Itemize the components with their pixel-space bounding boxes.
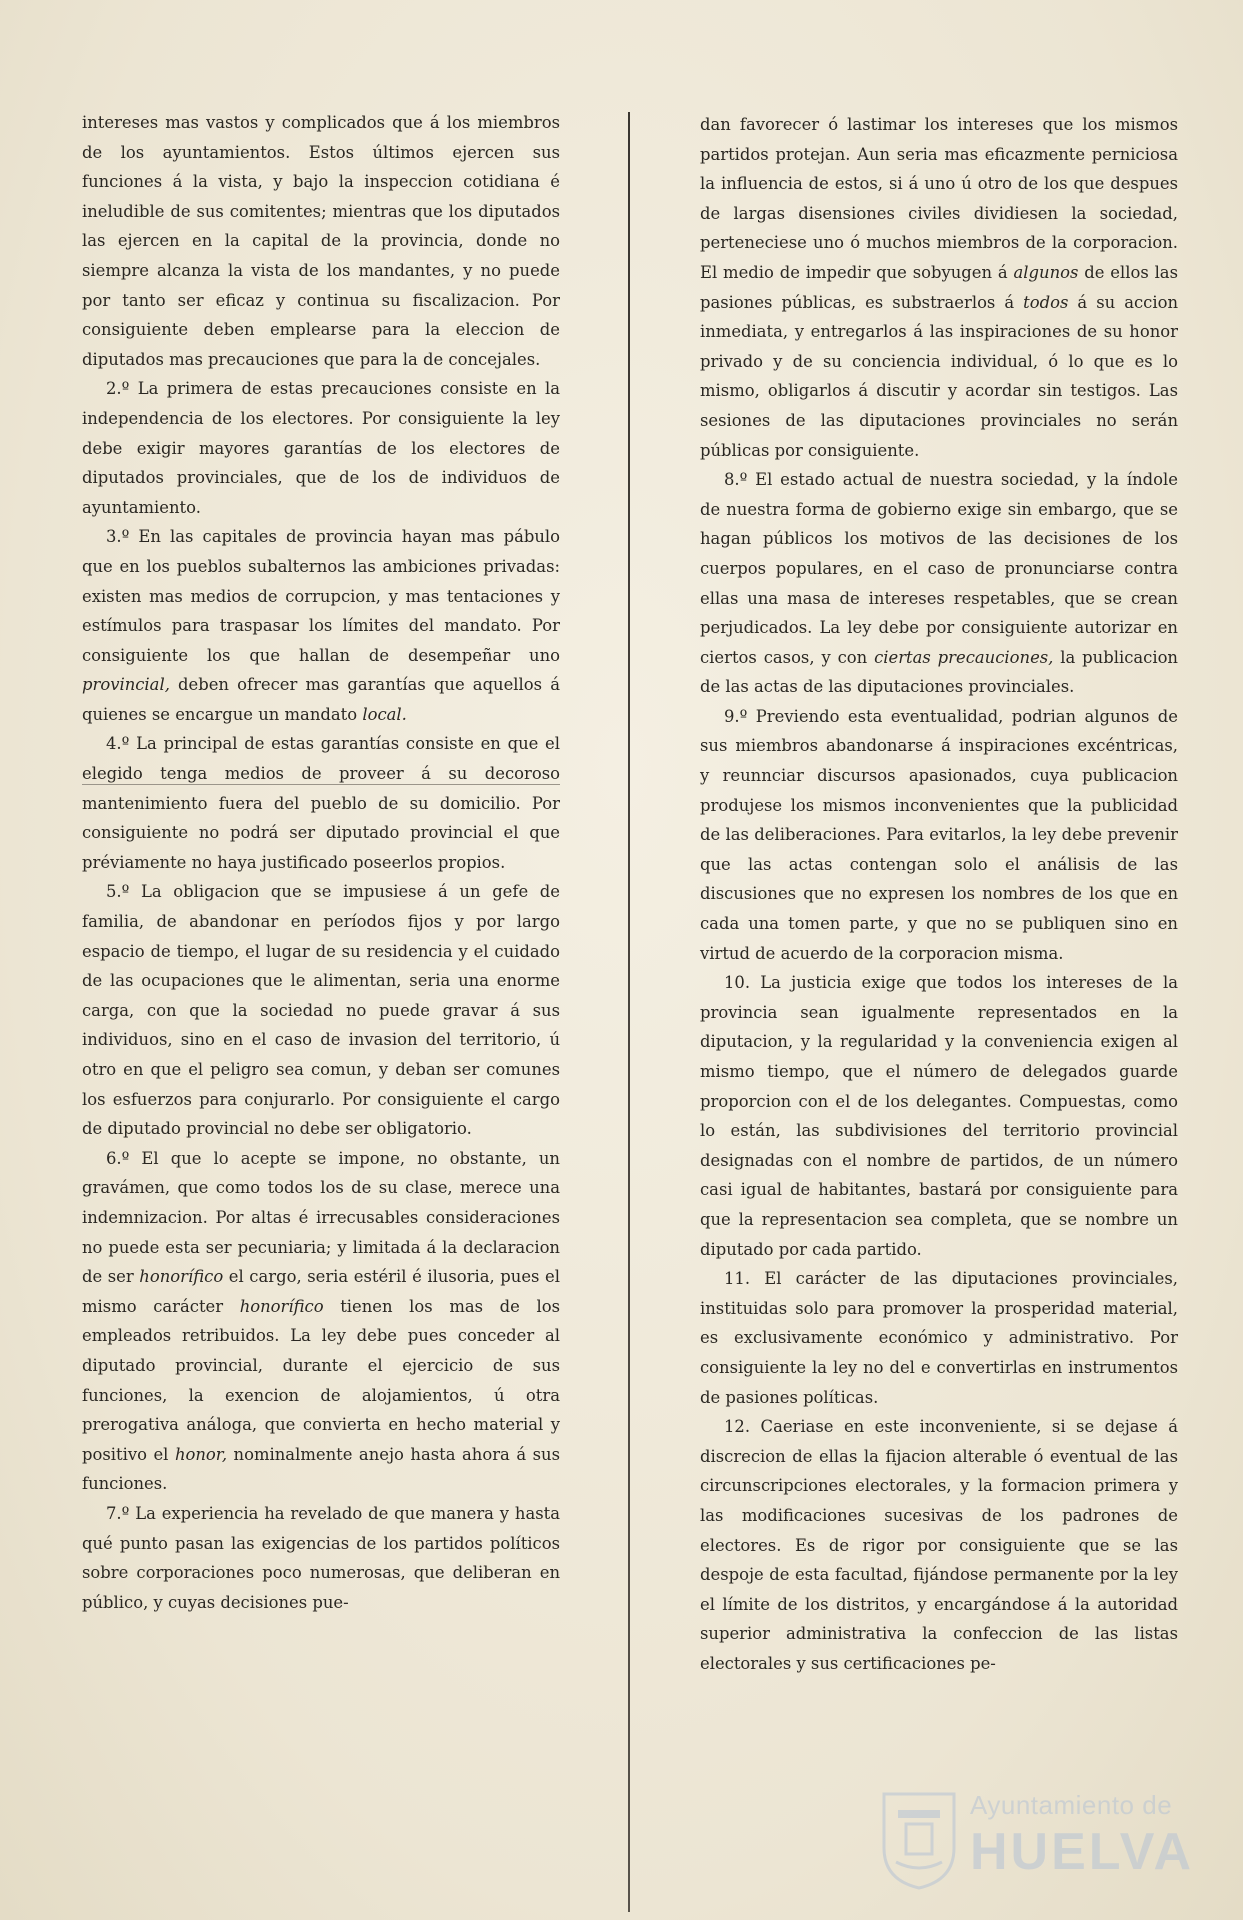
paragraph-11: 11. El carácter de las diputaciones provinciales, instituidas solo para promover la prosperidad material, es exclusivamente económico y administrativo. Por consiguiente la ley no del e convertirlas en instrumentos de pasiones políticas.: [700, 1269, 1178, 1407]
section-rule: [82, 784, 560, 785]
paragraph-5: 5.º La obligacion que se impusiese á un gefe de familia, de abandonar en períodos fijos y por largo espacio de tiempo, el lugar de su residencia y el cuidado de las ocupaciones que le alimentan, seria una enorme carga, con que la sociedad no puede gravar á sus individuos, sino en el caso de invasion del territorio, ú otro en que el peligro sea comun, y deban ser comunes los esfuerzos para conjurarlo. Por consiguiente el cargo de diputado provincial no debe ser obligatorio.: [82, 882, 560, 1139]
left-column: [82, 108, 560, 1617]
paragraph-8: 8.º El estado actual de nuestra sociedad, y la índole de nuestra forma de gobierno exige sin embargo, que se hagan públicos los motivos de las decisiones de los cuerpos populares, en el caso de pronunciarse contra ellas una masa de intereses respetables, que se crean perjudicados. La ley debe por consiguiente autorizar en ciertos casos, y con ciertas precauciones, la publicacion de las actas de las diputaciones provinciales.: [700, 470, 1178, 697]
right-column: [700, 110, 1178, 1678]
column-divider: [628, 112, 630, 1912]
watermark-line-1: Ayuntamiento de: [970, 1790, 1173, 1820]
paragraph-10: 10. La justicia exige que todos los intereses de la provincia sean igualmente representados en la diputacion, y la regularidad y la conveniencia exigen al mismo tiempo, que el número de delegados guarde proporcion con el de los delegantes. Compuestas, como lo están, las subdivisiones del territorio provincial designadas con el nombre de partidos, de un número casi igual de habitantes, bastará por consiguiente para que la representacion sea completa, que se nombre un diputado por cada partido.: [700, 973, 1178, 1259]
paragraph-2: 2.º La primera de estas precauciones consiste en la independencia de los electores. Por consiguiente la ley debe exigir mayores garantías de los electores de diputados provinciales, que de los de individuos de ayuntamiento.: [82, 379, 560, 517]
paragraph-6: 6.º El que lo acepte se impone, no obstante, un gravámen, que como todos los de su clase, merece una indemnizacion. Por altas é irrecusables consideraciones no puede esta ser pecuniaria; y limitada á la declaracion de ser honorífico el cargo, seria estéril é ilusoria, pues el mismo carácter honorífico tienen los mas de los empleados retribuidos. La ley debe pues conceder al diputado provincial, durante el ejercicio de sus funciones, la exencion de alojamientos, ú otra prerogativa análoga, que convierta en hecho material y positivo el honor, nominalmente anejo hasta ahora á sus funciones.: [82, 1148, 560, 1494]
paragraph-7-cont: dan favorecer ó lastimar los intereses que los mismos partidos protejan. Aun seria mas eficazmente perniciosa la influencia de estos, si á uno ú otro de los que despues de largas disensiones civiles dividiesen la sociedad, perteneciese uno ó muchos miembros de la corporacion. El medio de impedir que sobyugen á algunos de ellos las pasiones públicas, es substraerlos á todos á su accion inmediata, y entregarlos á las inspiraciones de su honor privado y de su conciencia individual, ó lo que es lo mismo, obligarlos á discutir y acordar sin testigos. Las sesiones de las diputaciones provinciales no serán públicas por consiguiente.: [700, 115, 1179, 460]
paragraph-12: 12. Caeriase en este inconveniente, si se dejase á discrecion de ellas la fijacion alterable ó eventual de las circunscripciones electorales, y la formacion primera y las modificaciones sucesivas de los padrones de electores. Es de rigor por consiguiente que se las despoje de esta facultad, fijándose permanente por la ley el límite de los distritos, y encargándose á la autoridad superior administrativa la confeccion de las listas electorales y sus certificaciones pe-: [700, 1417, 1178, 1673]
paragraph-9: 9.º Previendo esta eventualidad, podrian algunos de sus miembros abandonarse á inspiraciones excéntricas, y reunnciar discursos apasionados, cuya publicacion produjese los mismos inconvenientes que la publicidad de las deliberaciones. Para evitarlos, la ley debe prevenir que las actas contengan solo el análisis de las discusiones que no expresen los nombres de los que en cada una tomen parte, y que no se publiquen sino en virtud de acuerdo de la corporacion misma.: [700, 706, 1178, 963]
paragraph-4: 4.º La principal de estas garantías consiste en que el elegido tenga medios de proveer á su decoroso mantenimiento fuera del pueblo de su domicilio. Por consiguiente no podrá ser diputado provincial el que préviamente no haya justificado poseerlos propios.: [82, 734, 560, 872]
watermark: [878, 1780, 1195, 1900]
coat-of-arms-icon: [878, 1788, 960, 1892]
paragraph-3: 3.º En las capitales de provincia hayan mas pábulo que en los pueblos subalternos las ambiciones privadas: existen mas medios de corrupcion, y mas tentaciones y estímulos para traspasar los límites del mandato. Por consiguiente los que hallan de desempeñar uno provincial, deben ofrecer mas garantías que aquellos á quienes se encargue un mandato local.: [82, 527, 560, 724]
watermark-line-2: HUELVA: [970, 1823, 1195, 1881]
paragraph: intereses mas vastos y complicados que á los miembros de los ayuntamientos. Estos últimos ejercen sus funciones á la vista, y bajo la inspeccion cotidiana é ineludible de sus comitentes; mientras que los diputados las ejercen en la capital de la provincia, donde no siempre alcanza la vista de los mandantes, y no puede por tanto ser eficaz y continua su fiscalizacion. Por consiguiente deben emplearse para la eleccion de diputados mas precauciones que para la de concejales.: [82, 113, 560, 369]
paragraph-7: 7.º La experiencia ha revelado de que manera y hasta qué punto pasan las exigencias de los partidos políticos sobre corporaciones poco numerosas, que deliberan en público, y cuyas decisiones pue-: [82, 1503, 560, 1612]
